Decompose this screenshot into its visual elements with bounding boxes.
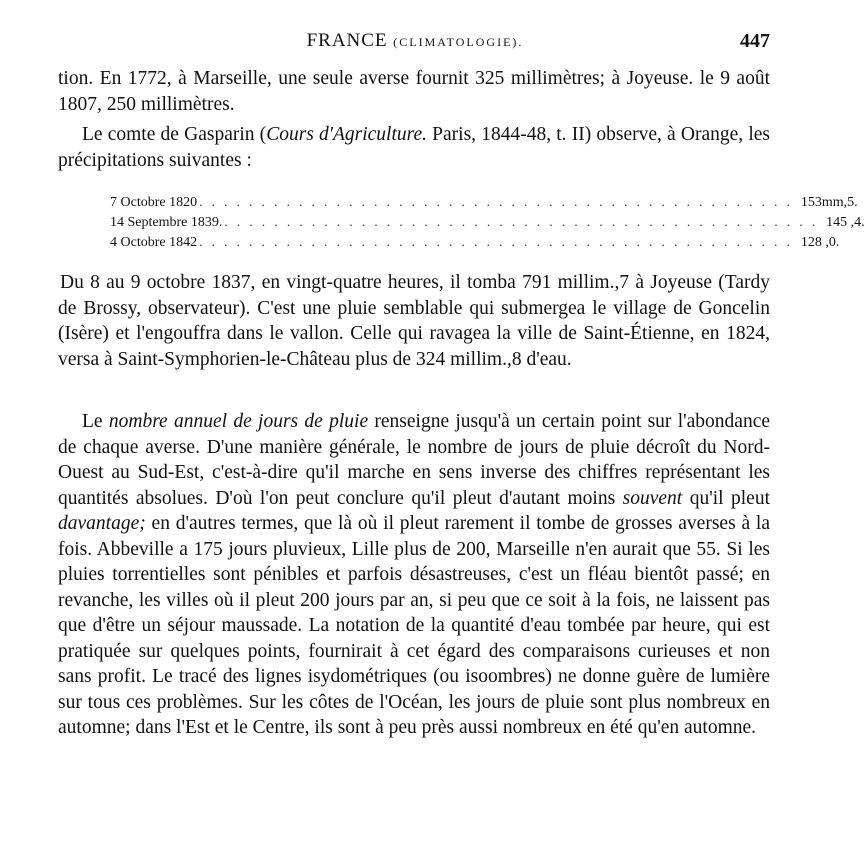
- row-date: 4 Octobre 1842: [110, 235, 198, 250]
- paragraph-4-text-d: en d'autres termes, que là où il pleut rarement il tombe de grosses averses à la fois. Abbeville a 175 jours pluvieux, Lille plus de 200, Marseille n'en aurait que 55. Si les pluies torrentielles sont pénibles et parfois désastreuses, c'est un fléau bientôt passé; en revanche, les villes où il pleut 200 jours par an, si peu que ce soit à la fois, ne laissent pas que d'être un séjour maussade. La notation de la quantité d'eau tombée par heure, qui est pratiquée sur quelques points, fournirait à cet égard des comparaisons curieuses et non sans profit. Le tracé des lignes isydométriques (ou isoombres) ne donne guère de lumière sur tous ces problèmes. Sur les côtes de l'Océan, les jours de pluie sont plus nombreux en automne; dans l'Est et le Centre, ils sont à peu près aussi nombreux en été qu'en automne.: [58, 513, 770, 738]
- row-date: 7 Octobre 1820: [110, 195, 198, 210]
- running-head-sub: (CLIMATOLOGIE).: [393, 35, 524, 49]
- table-row: [110, 232, 840, 252]
- table-row: [110, 212, 865, 232]
- paragraph-4-text-c: qu'il pleut: [682, 487, 770, 509]
- paragraph-2-text-b: Paris, 1844-48, t. II) observe, à Orange, les précipitations suivantes :: [58, 124, 770, 171]
- paragraph-2-text-a: Le comte de Gasparin (: [82, 124, 267, 145]
- row-value: 128 ,0.: [800, 235, 840, 250]
- row-leader-dots: . . . . . . . . . . . . . . . . . . . . . . . . . . . . . . . . . . . . . . . . . . . . . . . .: [199, 234, 793, 249]
- paragraph-4: [58, 409, 770, 741]
- paragraph-3: Du 8 au 9 octobre 1837, en vingt-quatre heures, il tomba 791 millim.,7 à Joyeuse (Tardy de Brossy, observateur). C'est une pluie semblable qui submergea le village de Goncelin (Isère) et l'engouffra dans le vallon. Celle qui ravagea la ville de Saint-Étienne, en 1824, versa à Saint-Symphorien-le-Château plus de 324 millim.,8 d'eau.: [58, 272, 770, 370]
- running-head-title: [60, 30, 770, 52]
- running-head: [60, 30, 770, 54]
- paragraph-4-text-b: renseigne jusqu'à un certain point sur l'abondance de chaque averse. D'une manière générale, le nombre de jours de pluie décroît du Nord-Ouest au Sud-Est, c'est-à-dire qu'il marche en sens inverse des chiffres représentant les quantités absolues. D'où l'on peut conclure qu'il pleut d'autant moins: [58, 411, 770, 509]
- paragraph-4-italic-3: davantage;: [58, 513, 146, 534]
- row-value: 145 ,4.: [826, 215, 865, 230]
- page-number: 447: [740, 30, 770, 52]
- row-leader-dots: . . . . . . . . . . . . . . . . . . . . . . . . . . . . . . . . . . . . . . . . . . . . . . . .: [199, 194, 793, 209]
- paragraph-4-italic-1: nombre annuel de jours de pluie: [108, 411, 369, 432]
- running-head-main: FRANCE: [306, 30, 388, 51]
- paragraph-2: [58, 122, 770, 173]
- paragraph-4-italic-2: souvent: [622, 487, 683, 509]
- paragraph-2-italic: Cours d'Agriculture.: [266, 124, 428, 145]
- paragraph-1: tion. En 1772, à Marseille, une seule averse fournit 325 millimètres; à Joyeuse. le 9 août 1807, 250 millimètres.: [58, 68, 770, 115]
- row-value: 153mm,5.: [800, 195, 858, 210]
- row-date: 14 Septembre 1839.: [110, 215, 223, 230]
- paragraph-4-text-a: Le: [82, 411, 109, 432]
- row-leader-dots: . . . . . . . . . . . . . . . . . . . . . . . . . . . . . . . . . . . . . . . . . . . . . . . .: [224, 214, 819, 229]
- precipitation-table: [110, 192, 865, 252]
- table-row: [110, 192, 858, 212]
